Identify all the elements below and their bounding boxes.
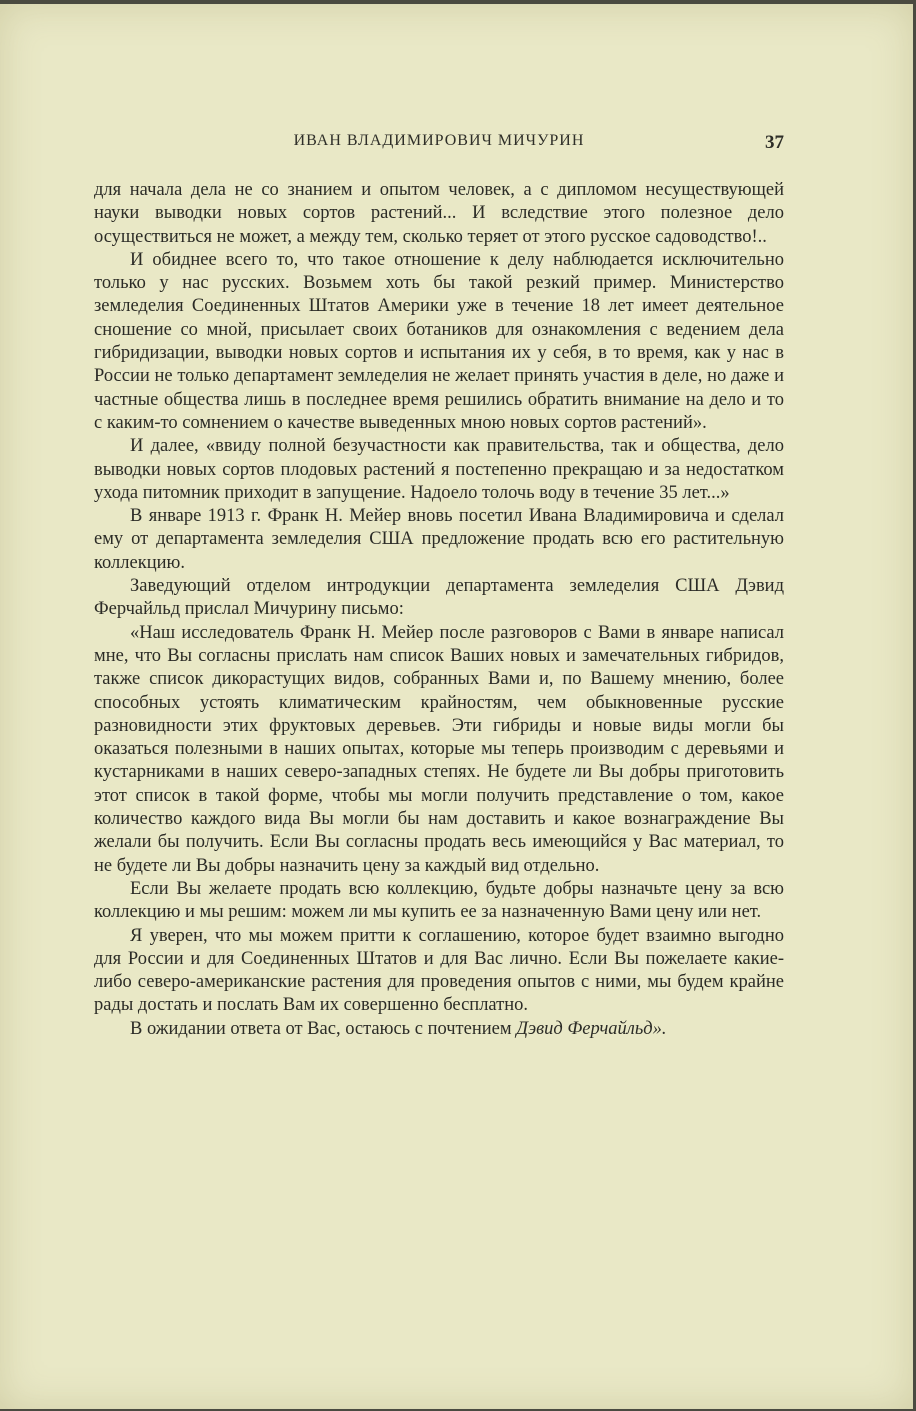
closing-paragraph (94, 1018, 784, 1041)
closing-text: В ожидании ответа от Вас, остаюсь с почтением (130, 1018, 517, 1039)
paragraph: И далее, «ввиду полной безучастности как правительства, так и общества, дело выводки новых сортов плодовых растений я постепенно прекращаю и за недостатком ухода питомник приходит в запущение. Надоело толочь воду в течение 35 лет...» (94, 436, 784, 503)
page-header (94, 132, 784, 158)
paragraph: «Наш исследователь Франк Н. Мейер после разговоров с Вами в январе написал мне, что Вы согласны прислать нам список Ваших новых и замечательных гибридов, также список дикорастущих видов, собранных Вами и, по Вашему мнению, более способных устоять климатическим крайностям, чем обыкновенные русские разновидности этих фруктовых деревьев. Эти гибриды и новые виды могли бы оказаться полезными в наших опытах, которые мы теперь производим с деревьями и кустарниками в наших северо-западных степях. Не будете ли Вы добры приготовить этот список в такой форме, чтобы мы могли получить представление о том, какое количество каждого вида Вы могли бы нам доставить и какое вознаграждение Вы желали бы получить. Если Вы согласны продать весь имеющийся у Вас материал, то не будете ли Вы добры назначить цену за каждый вид отдельно. (94, 622, 784, 876)
paragraph: И обиднее всего то, что такое отношение к делу наблюдается исключительно только у нас русских. Возьмем хоть бы такой резкий пример. Министерство земледелия Соединенных Штатов Америки уже в течение 18 лет имеет деятельное сношение со мной, присылает своих ботаников для ознакомления с ведением дела гибридизации, выводки новых сортов и испытания их у себя, в то время, как у нас в России не только департамент земледелия не желает принять участия в деле, но даже и частные общества лишь в последнее время решились обратить внимание на дело и то с каким-то сомнением о качестве выведенных мною новых сортов растений». (94, 249, 784, 433)
paragraph: Я уверен, что мы можем притти к соглашению, которое будет взаимно выгодно для России и для Соединенных Штатов и для Вас лично. Если Вы пожелаете какие-либо северо-американские растения для проведения опытов с ними, мы будем крайне рады достать и послать Вам их совершенно бесплатно. (94, 925, 784, 1016)
page-number: 37 (765, 132, 784, 153)
paragraph: Если Вы желаете продать всю коллекцию, будьте добры назначьте цену за всю коллекцию и мы решим: можем ли мы купить ее за назначенную Вами цену или нет. (94, 878, 784, 923)
book-page (0, 4, 913, 1409)
paragraph: для начала дела не со знанием и опытом человек, а с дипломом несуществующей науки выводки новых сортов растений... И вследствие этого полезное дело осуществиться не может, а между тем, сколько теряет от этого русское садоводство!.. (94, 180, 784, 247)
paragraph: Заведующий отделом интродукции департамента земледелия США Дэвид Ферчайльд прислал Мичурину письмо: (94, 576, 784, 620)
body-text (94, 179, 784, 1041)
paragraph: В январе 1913 г. Франк Н. Мейер вновь посетил Ивана Владимировича и сделал ему от департамента земледелия США предложение продать всю его растительную коллекцию. (94, 506, 784, 573)
running-title: ИВАН ВЛАДИМИРОВИЧ МИЧУРИН (293, 132, 585, 149)
signature: Дэвид Ферчайльд». (516, 1018, 667, 1039)
